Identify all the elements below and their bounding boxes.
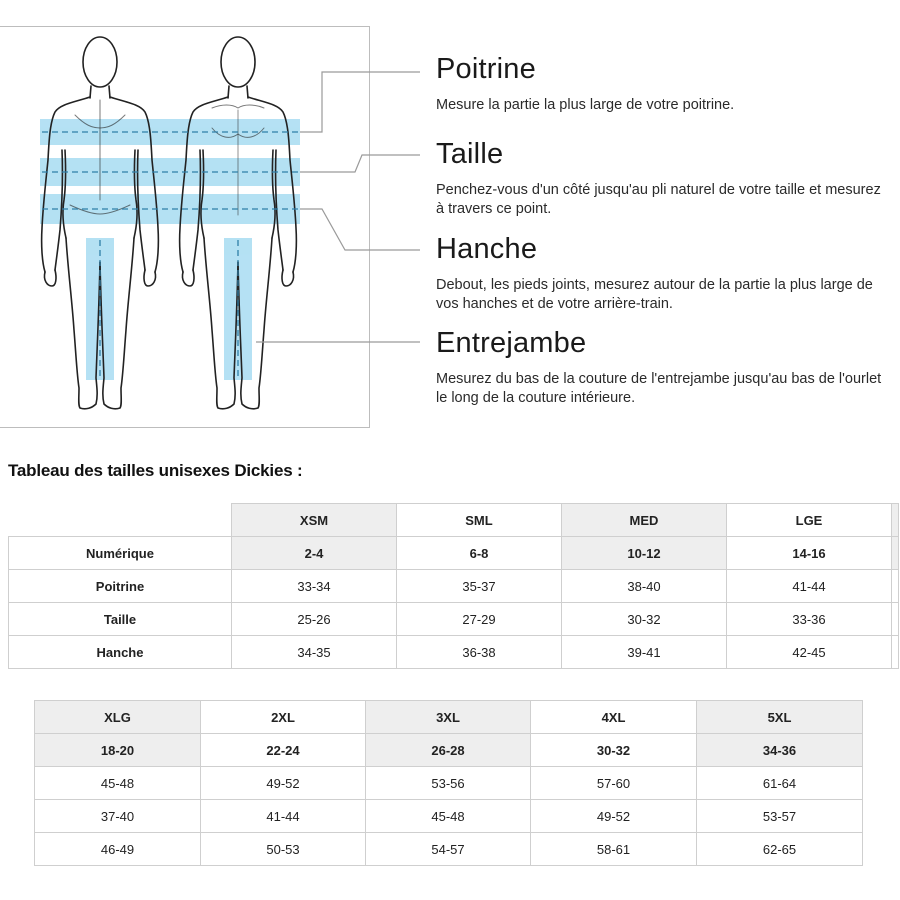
table-cell: 53-57 bbox=[697, 800, 863, 833]
row-label: Numérique bbox=[9, 537, 232, 570]
table-cell: 35-37 bbox=[397, 570, 562, 603]
table-cell: 38-40 bbox=[562, 570, 727, 603]
table-cell: 50-53 bbox=[201, 833, 366, 866]
table-cut-cell bbox=[892, 636, 899, 669]
table-cell: 61-64 bbox=[697, 767, 863, 800]
table-cell: 41-44 bbox=[727, 570, 892, 603]
table-row bbox=[35, 800, 863, 833]
table-cell: 2-4 bbox=[232, 537, 397, 570]
size-header-cell: SML bbox=[397, 504, 562, 537]
chest-band-icon bbox=[40, 119, 300, 145]
table-row bbox=[35, 734, 863, 767]
table-cell: 58-61 bbox=[531, 833, 697, 866]
size-header-cell: 3XL bbox=[366, 701, 531, 734]
size-header-cell: XLG bbox=[35, 701, 201, 734]
table-cell: 57-60 bbox=[531, 767, 697, 800]
table-row bbox=[9, 603, 899, 636]
table-row bbox=[9, 570, 899, 603]
table-cell: 18-20 bbox=[35, 734, 201, 767]
table-cell: 6-8 bbox=[397, 537, 562, 570]
measurement-waist bbox=[436, 140, 891, 219]
waist-band-icon bbox=[40, 158, 300, 186]
measurement-title: Hanche bbox=[436, 233, 538, 265]
table-cell: 14-16 bbox=[727, 537, 892, 570]
table-row bbox=[35, 767, 863, 800]
inseam-band-back-icon bbox=[86, 238, 114, 380]
size-header-cell: MED bbox=[562, 504, 727, 537]
table-cell: 53-56 bbox=[366, 767, 531, 800]
size-header-cell: XSM bbox=[232, 504, 397, 537]
table-cell: 34-36 bbox=[697, 734, 863, 767]
table-cell: 10-12 bbox=[562, 537, 727, 570]
row-label: Hanche bbox=[9, 636, 232, 669]
table-cell: 25-26 bbox=[232, 603, 397, 636]
table-header-row bbox=[9, 504, 899, 537]
measurement-chest bbox=[436, 55, 891, 115]
measurement-title: Taille bbox=[436, 138, 504, 170]
table-cut-cell bbox=[892, 537, 899, 570]
table-cell: 27-29 bbox=[397, 603, 562, 636]
table-cell: 36-38 bbox=[397, 636, 562, 669]
size-table-2 bbox=[34, 700, 863, 866]
table-cell: 39-41 bbox=[562, 636, 727, 669]
table-header-row bbox=[35, 701, 863, 734]
measurement-title: Entrejambe bbox=[436, 327, 587, 359]
size-table-1 bbox=[8, 503, 899, 669]
size-header-cell: 5XL bbox=[697, 701, 863, 734]
measurement-hip bbox=[436, 235, 891, 314]
table-cell: 33-34 bbox=[232, 570, 397, 603]
table-cell: 22-24 bbox=[201, 734, 366, 767]
measurement-title: Poitrine bbox=[436, 53, 536, 85]
table-cell: 30-32 bbox=[531, 734, 697, 767]
table-cell: 49-52 bbox=[531, 800, 697, 833]
table-cell: 37-40 bbox=[35, 800, 201, 833]
measurement-description: Mesurez du bas de la couture de l'entrejambe jusqu'au bas de l'ourlet le long de la couture intérieure. bbox=[436, 371, 882, 406]
measurement-inseam bbox=[436, 329, 891, 408]
size-header-cell: LGE bbox=[727, 504, 892, 537]
size-chart-heading: Tableau des tailles unisexes Dickies : bbox=[8, 461, 303, 480]
measurement-description: Penchez-vous d'un côté jusqu'au pli naturel de votre taille et mesurez à travers ce point. bbox=[436, 182, 881, 217]
table-cut-cell bbox=[892, 603, 899, 636]
table-cell: 42-45 bbox=[727, 636, 892, 669]
table-cut-cell bbox=[892, 504, 899, 537]
table-cell: 26-28 bbox=[366, 734, 531, 767]
table-row bbox=[9, 537, 899, 570]
table-row bbox=[9, 636, 899, 669]
row-label: Poitrine bbox=[9, 570, 232, 603]
measurement-description: Mesure la partie la plus large de votre poitrine. bbox=[436, 97, 735, 113]
table-row bbox=[35, 833, 863, 866]
table-cell: 62-65 bbox=[697, 833, 863, 866]
row-label: Taille bbox=[9, 603, 232, 636]
table-corner-cell bbox=[9, 504, 232, 537]
table-cell: 33-36 bbox=[727, 603, 892, 636]
table-cell: 34-35 bbox=[232, 636, 397, 669]
measurement-description: Debout, les pieds joints, mesurez autour de la partie la plus large de vos hanches et de votre arrière-train. bbox=[436, 277, 873, 312]
body-measurement-illustration bbox=[0, 0, 430, 440]
table-cell: 49-52 bbox=[201, 767, 366, 800]
table-cell: 41-44 bbox=[201, 800, 366, 833]
inseam-band-front-icon bbox=[224, 238, 252, 380]
table-cell: 45-48 bbox=[366, 800, 531, 833]
table-cell: 46-49 bbox=[35, 833, 201, 866]
size-header-cell: 2XL bbox=[201, 701, 366, 734]
table-cut-cell bbox=[892, 570, 899, 603]
size-header-cell: 4XL bbox=[531, 701, 697, 734]
table-cell: 45-48 bbox=[35, 767, 201, 800]
table-cell: 54-57 bbox=[366, 833, 531, 866]
table-cell: 30-32 bbox=[562, 603, 727, 636]
